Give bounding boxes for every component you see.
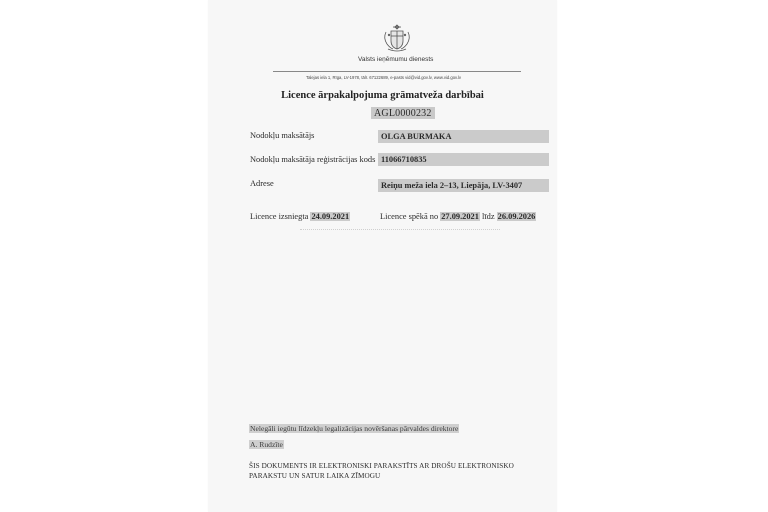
licence-number: AGL0000232 xyxy=(371,107,435,119)
registration-code-value: 11066710835 xyxy=(378,153,549,166)
org-name: Valsts ieņēmumu dienests xyxy=(358,56,434,63)
e-signature-note xyxy=(249,462,549,481)
document-page xyxy=(208,0,557,512)
coat-of-arms-logo xyxy=(380,22,414,54)
document-title: Licence ārpakalpojuma grāmatveža darbībai xyxy=(281,90,484,101)
signatory-department: Nelegāli iegūtu līdzekļu legalizācijas novēršanas pārvaldes direktore xyxy=(250,424,459,433)
valid-to-date: 26.09.2026 xyxy=(497,212,536,221)
valid-until-label: līdz xyxy=(482,212,495,221)
org-contacts: Talejas iela 1, Rīga, LV-1978, tālr. 67122689, e-pasts vid@vid.gov.lv, www.vid.gov.lv xyxy=(306,75,462,80)
scan-artifact xyxy=(300,229,500,232)
issued-date: 24.09.2021 xyxy=(311,212,350,221)
registration-code-label: Nodokļu maksātāja reģistrācijas kods xyxy=(250,155,376,164)
issued-label: Licence izsniegta xyxy=(250,212,309,221)
signatory-name: A. Rudzīte xyxy=(250,440,283,449)
valid-from-date: 27.09.2021 xyxy=(441,212,479,221)
validity-row xyxy=(380,212,536,221)
taxpayer-label: Nodokļu maksātājs xyxy=(250,131,315,140)
issued-date-row xyxy=(250,212,350,221)
address-value: Reiņu meža iela 2–13, Liepāja, LV-3407 xyxy=(378,179,549,192)
valid-from-label: Licence spēkā no xyxy=(380,212,439,221)
header-divider xyxy=(273,71,521,72)
address-label: Adrese xyxy=(250,179,274,188)
e-signature-note-line2: PARAKSTU UN SATUR LAIKA ZĪMOGU xyxy=(249,471,381,480)
taxpayer-value: OLGA BURMAKA xyxy=(378,130,549,143)
e-signature-note-line1: ŠIS DOKUMENTS IR ELEKTRONISKI PARAKSTĪTS AR DROŠU ELEKTRONISKO xyxy=(249,462,514,470)
